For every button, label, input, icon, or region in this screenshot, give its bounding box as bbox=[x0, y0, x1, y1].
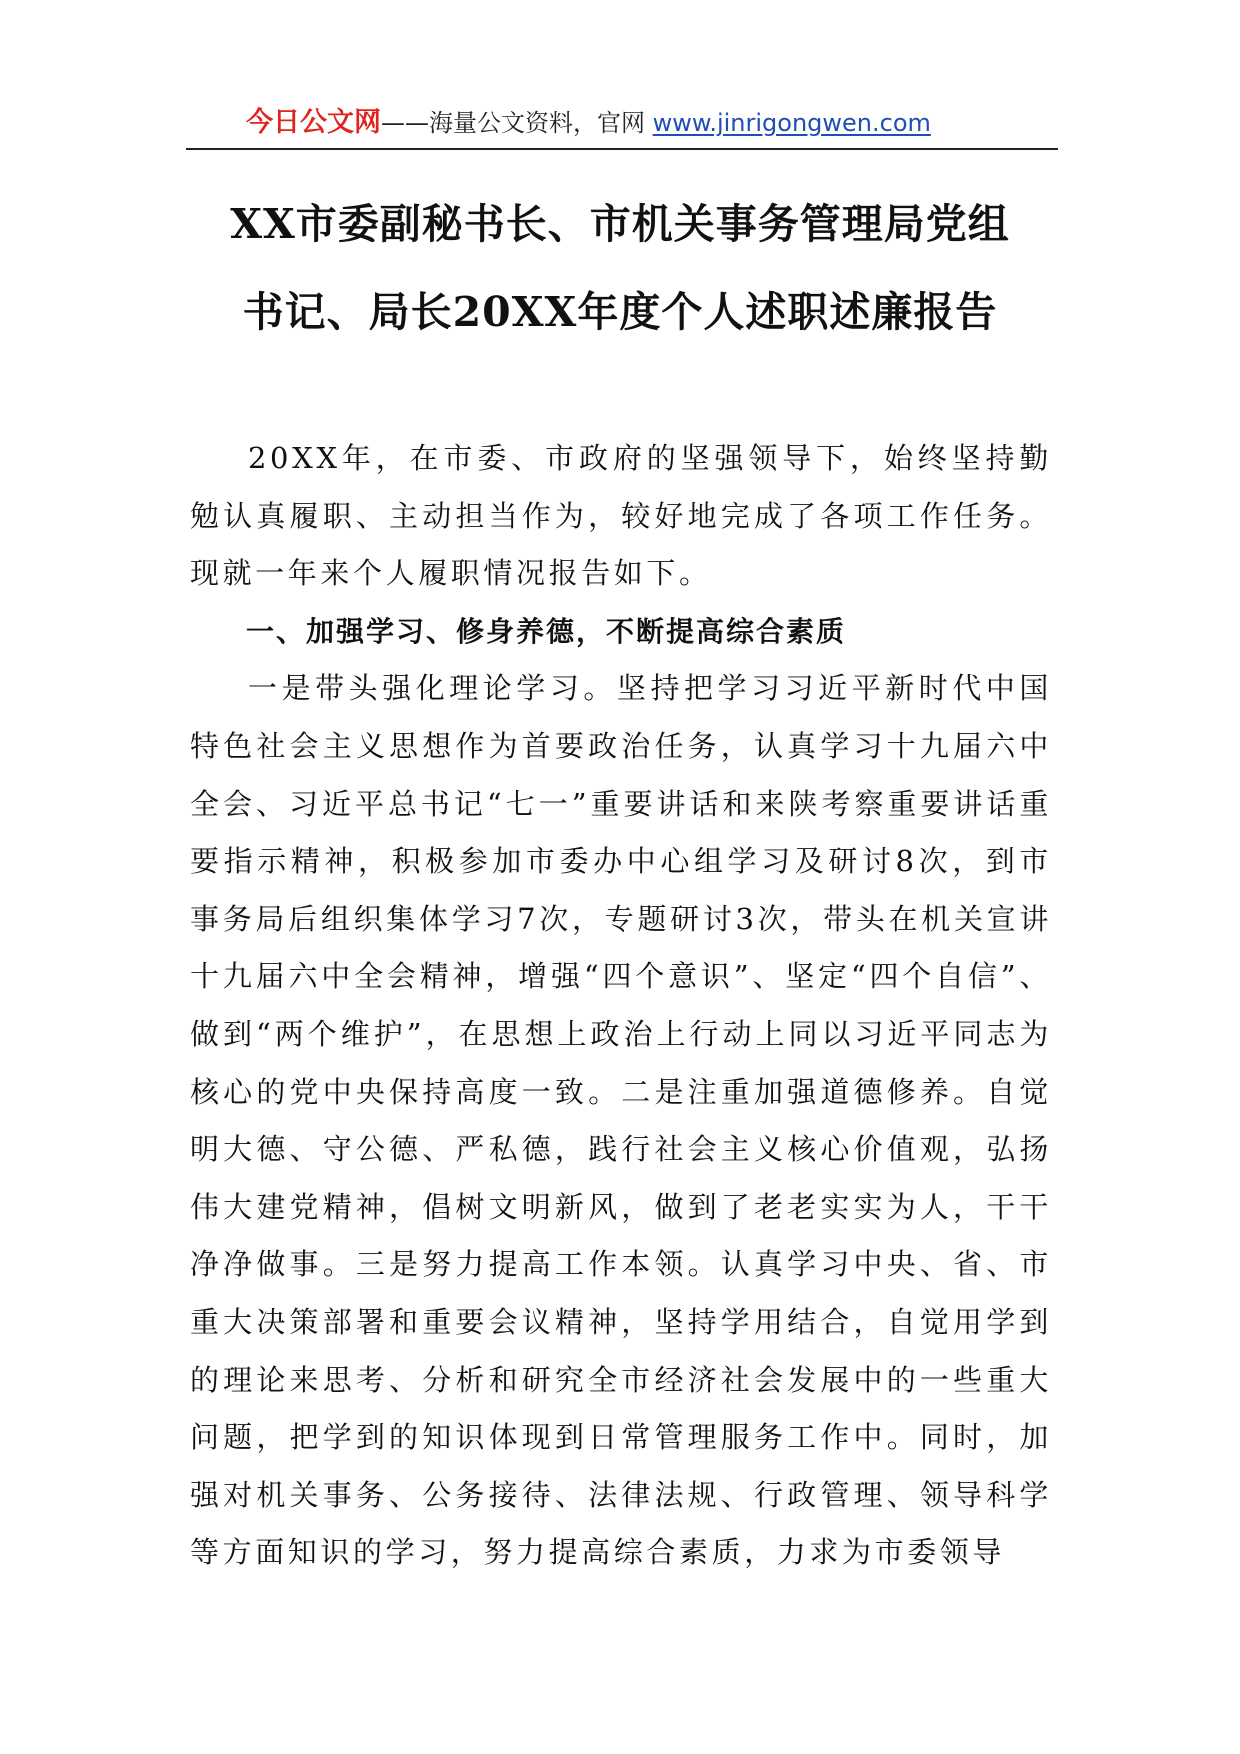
title-line-2: 书记、局长20XX年度个人述职述廉报告 bbox=[242, 288, 998, 336]
header-tagline: ——海量公文资料，官网 bbox=[381, 109, 645, 137]
header-line bbox=[246, 108, 931, 138]
intro-paragraph: 20XX年，在市委、市政府的坚强领导下，始终坚持勤勉认真履职、主动担当作为，较好地完成了各项工作任务。现就一年来个人履职情况报告如下。 bbox=[190, 441, 1052, 591]
page-header bbox=[186, 100, 1058, 150]
brand-name: 今日公文网 bbox=[246, 107, 381, 138]
section-heading: 一、加强学习、修身养德，不断提高综合素质 bbox=[246, 614, 847, 648]
document-body bbox=[190, 430, 1052, 1582]
website-link[interactable]: www.jinrigongwen.com bbox=[652, 109, 931, 137]
document-title bbox=[170, 180, 1070, 356]
section-paragraph: 一是带头强化理论学习。坚持把学习习近平新时代中国特色社会主义思想作为首要政治任务，认真学习十九届六中全会、习近平总书记“七一”重要讲话和来陕考察重要讲话重要指示精神，积极参加市委办中心组学习及研讨8次，到市事务局后组织集体学习7次，专题研讨3次，带头在机关宣讲十九届六中全会精神，增强“四个意识”、坚定“四个自信”、做到“两个维护”，在思想上政治上行动上同以习近平同志为核心的党中央保持高度一致。二是注重加强道德修养。自觉明大德、守公德、严私德，践行社会主义核心价值观，弘扬伟大建党精神，倡树文明新风，做到了老老实实为人，干干净净做事。三是努力提高工作本领。认真学习中央、省、市重大决策部署和重要会议精神，坚持学用结合，自觉用学到的理论来思考、分析和研究全市经济社会发展中的一些重大问题，把学到的知识体现到日常管理服务工作中。同时，加强对机关事务、公务接待、法律法规、行政管理、领导科学等方面知识的学习，努力提高综合素质，力求为市委领导 bbox=[190, 671, 1052, 1570]
title-line-1: XX市委副秘书长、市机关事务管理局党组 bbox=[230, 200, 1010, 248]
